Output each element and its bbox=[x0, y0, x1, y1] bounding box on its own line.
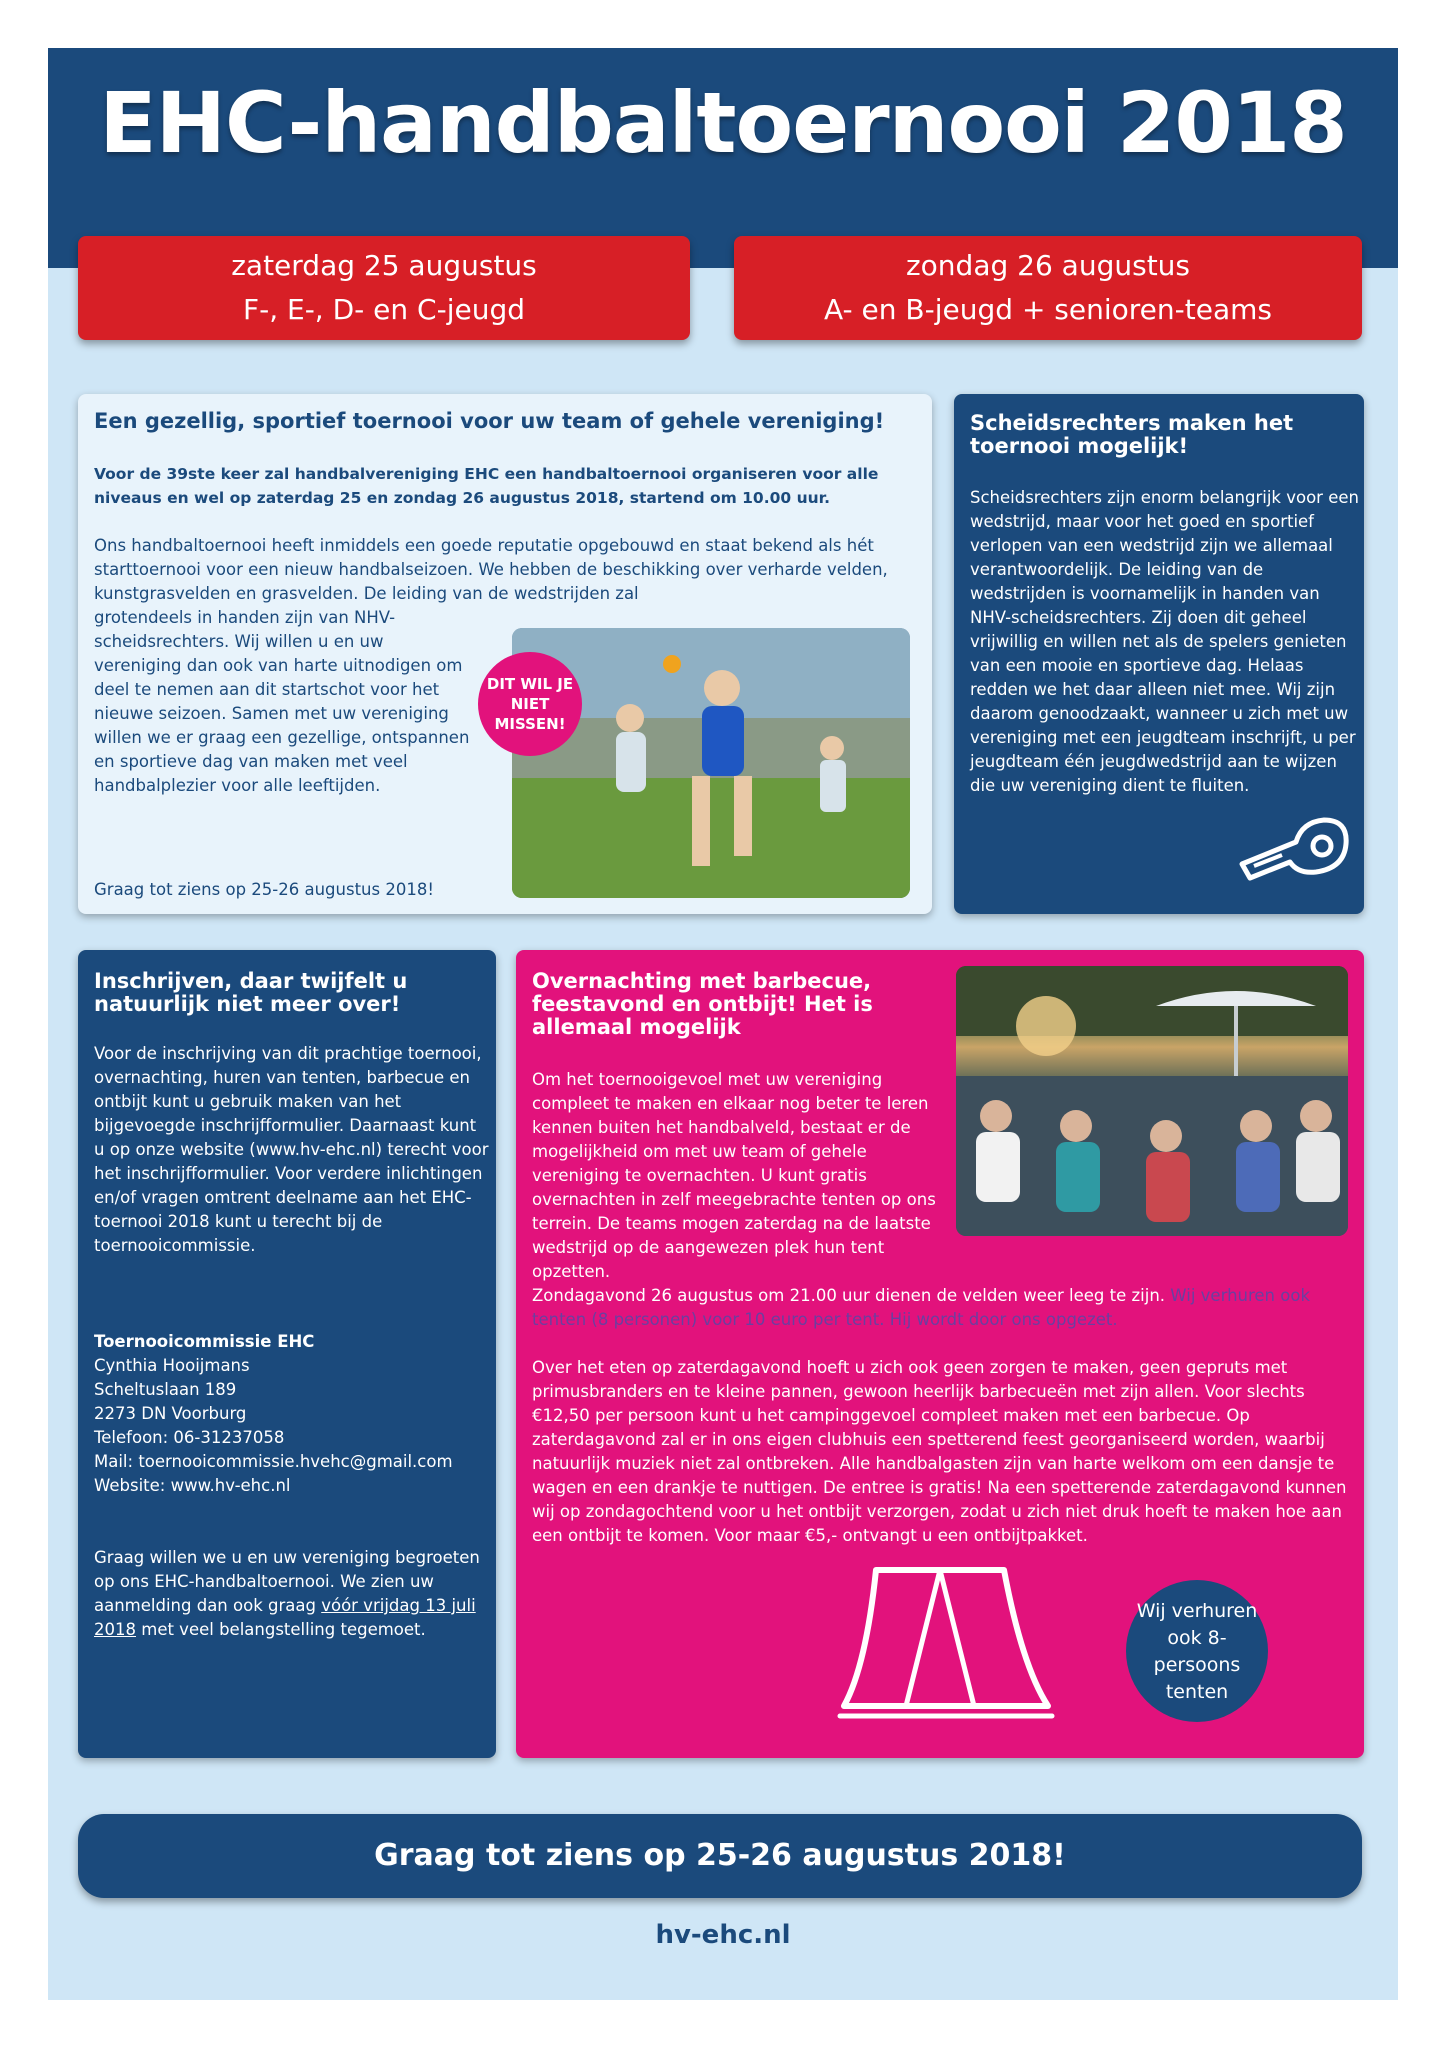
overnight-heading: Overnachting met barbecue, feestavond en ontbijt! Het is allemaal mogelijk bbox=[532, 969, 873, 1039]
day-sunday bbox=[734, 236, 1362, 340]
intro-heading: Een gezellig, sportief toernooi voor uw team of gehele vereniging! bbox=[94, 409, 885, 433]
registration-p2-b: met veel belangstelling tegemoet. bbox=[136, 1620, 426, 1639]
contact-street: Scheltuslaan 189 bbox=[94, 1380, 237, 1399]
barbecue-photo bbox=[956, 966, 1348, 1236]
day-saturday-teams: F-, E-, D- en C-jeugd bbox=[243, 293, 525, 326]
whistle-icon bbox=[1236, 812, 1352, 884]
intro-card bbox=[78, 394, 932, 914]
registration-paragraph-1: Voor de inschrijving van dit prachtige toernooi, overnachting, huren van tenten, barbecue en ontbijt kunt u gebruik maken van het bijgevoegde inschrijfformulier. Daarnaast kunt u op onze website (www.hv-ehc.nl) terecht voor het inschrijfformulier. Voor verdere inlichtingen en/of vragen omtrent deelname aan het EHC-toernooi 2018 kunt u terecht bij de toernooicommissie. bbox=[94, 1044, 489, 1255]
day-saturday-date: zaterdag 25 augustus bbox=[231, 249, 537, 282]
day-sunday-date: zondag 26 augustus bbox=[905, 249, 1191, 282]
day-sunday-teams: A- en B-jeugd + senioren-teams bbox=[824, 293, 1272, 326]
tent-icon bbox=[836, 1556, 1056, 1722]
overnight-paragraph-1: Om het toernooigevoel met uw vereniging compleet te maken en elkaar nog beter te leren kennen buiten het handbalveld, bestaat er de mogelijkheid om met uw team of gehele vereniging te overnachten. U kunt gratis overnachten in zelf meegebrachte tenten op ons terrein. De teams mogen zaterdag na de laatste wedstrijd op de aangewezen plek hun tent opzetten. bbox=[532, 1070, 936, 1281]
day-saturday bbox=[78, 236, 690, 340]
contact-city: 2273 DN Voorburg bbox=[94, 1404, 247, 1423]
referees-heading: Scheidsrechters maken het toernooi mogelijk! bbox=[970, 411, 1294, 458]
overnight-paragraph-2: Over het eten op zaterdagavond hoeft u zich ook geen zorgen te maken, geen gepruts met primusbranders en te kleine pannen, gewoon heerlijk barbecueën met zijn allen. Voor slechts €12,50 per persoon kunt u het campinggevoel compleet maken met een barbecue. Op zaterdagavond zal er in ons eigen clubhuis een spetterend feest georganiseerd worden, waarbij natuurlijk muziek niet zal ontbreken. Alle handbalgasten zijn van harte welkom om een dansje te wagen en een drankje te nuttigen. De entree is gratis! Na een spetterende zaterdagavond kunnen wij op zondagochtend voor u het ontbijt verzorgen, zodat u zich niet druk hoeft te maken hoe aan een ontbijt te komen. Voor maar €5,- ontvangt u een ontbijtpakket. bbox=[532, 1358, 1347, 1545]
referees-card bbox=[954, 394, 1364, 914]
overnight-card bbox=[516, 950, 1364, 1758]
overnight-paragraph-1b bbox=[532, 1284, 1352, 1332]
intro-paragraph-1: Ons handbaltoernooi heeft inmiddels een goede reputatie opgebouwd en staat bekend als hét starttoernooi voor een nieuw handbalseizoen. We hebben de beschikking over verharde velden, kunstgrasvelden en grasvelden. De leiding van de wedstrijden zal bbox=[94, 536, 888, 603]
contact-mail: Mail: toernooicommissie.hvehc@gmail.com bbox=[94, 1452, 453, 1471]
contact-name: Cynthia Hooijmans bbox=[94, 1356, 250, 1375]
page-title: EHC-handbaltoernooi 2018 bbox=[99, 74, 1347, 172]
tent-rental-badge: Wij verhuren ook 8-persoons tenten bbox=[1126, 1580, 1268, 1722]
contact-title: Toernooicommissie EHC bbox=[94, 1332, 315, 1351]
handball-photo bbox=[512, 628, 910, 898]
contact-block bbox=[94, 1330, 490, 1498]
contact-phone: Telefoon: 06-31237058 bbox=[94, 1428, 285, 1447]
overnight-tent-rental: Wij verhuren ook tenten (8 personen) voor 10 euro per tent. Hij wordt door ons opgezet. bbox=[532, 1286, 1311, 1329]
intro-paragraph-2: grotendeels in handen zijn van NHV-scheidsrechters. Wij willen u en uw vereniging dan ook van harte uitnodigen om deel te nemen aan dit startschot voor het nieuwe seizoen. Samen met uw vereniging willen we er graag een gezellige, ontspannen en sportieve dag van maken met veel handbalplezier voor alle leeftijden. bbox=[94, 608, 470, 795]
website-link[interactable]: hv-ehc.nl bbox=[655, 1920, 791, 1950]
registration-card bbox=[78, 950, 496, 1758]
contact-website: Website: www.hv-ehc.nl bbox=[94, 1476, 291, 1495]
registration-paragraph-2 bbox=[94, 1546, 490, 1642]
poster bbox=[48, 48, 1398, 2000]
registration-p2-a: Graag willen we u en uw vereniging begroeten op ons EHC-handbaltoernooi. We zien uw aanmelding dan ook graag bbox=[94, 1548, 480, 1615]
intro-footer: Graag tot ziens op 25-26 augustus 2018! bbox=[94, 880, 434, 899]
missen-badge: DIT WIL JE NIET MISSEN! bbox=[478, 652, 582, 756]
referees-text: Scheidsrechters zijn enorm belangrijk voor een wedstrijd, maar voor het goed en sportief verlopen van een wedstrijd zijn we allemaal verantwoordelijk. De leiding van de wedstrijden is voornamelijk in handen van NHV-scheidsrechters. Zij doen dit geheel vrijwillig en willen net als de spelers genieten van een mooie en sportieve dag. Helaas redden we het daar alleen niet mee. Wij zijn daarom genoodzaakt, wanneer u zich met uw vereniging met een jeugdteam inschrijft, u per jeugdteam één jeugdwedstrijd aan te wijzen die uw vereniging dient te fluiten. bbox=[970, 488, 1359, 795]
overnight-fields-empty: Zondagavond 26 augustus om 21.00 uur dienen de velden weer leeg te zijn. bbox=[532, 1286, 1171, 1305]
footer-banner: Graag tot ziens op 25-26 augustus 2018! bbox=[78, 1814, 1362, 1898]
intro-lead: Voor de 39ste keer zal handbalvereniging EHC een handbaltoernooi organiseren voor alle niveaus en wel op zaterdag 25 en zondag 26 augustus 2018, startend om 10.00 uur. bbox=[94, 465, 879, 507]
registration-heading: Inschrijven, daar twijfelt u natuurlijk niet meer over! bbox=[94, 969, 408, 1016]
header-band bbox=[48, 48, 1398, 268]
handball-photo-art bbox=[512, 628, 910, 898]
registration-deadline: vóór vrijdag 13 juli 2018 bbox=[94, 1596, 476, 1639]
barbecue-photo-art bbox=[956, 966, 1348, 1236]
